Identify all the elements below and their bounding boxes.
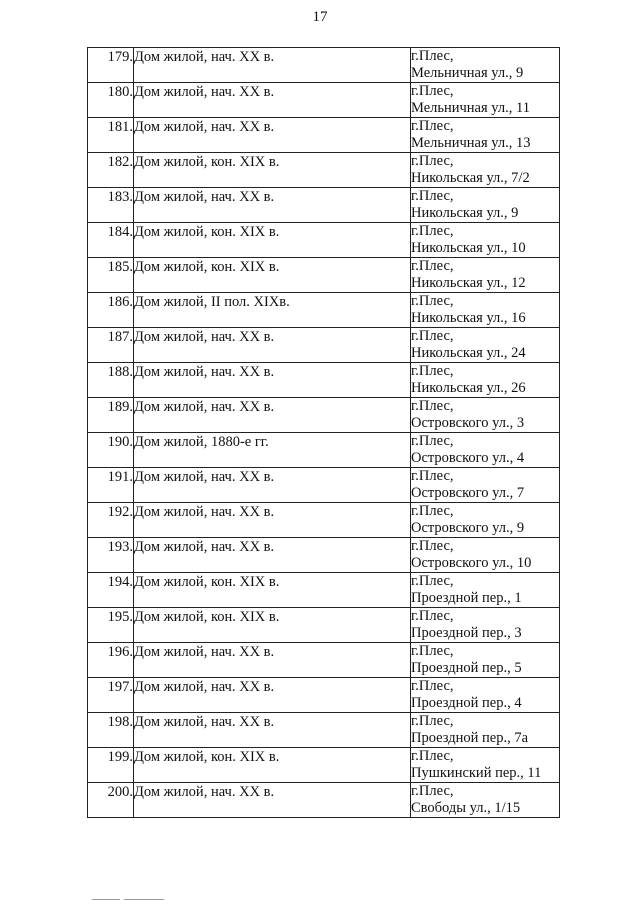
row-number-cell — [88, 678, 134, 713]
address-street: Островского ул., 3 — [411, 415, 525, 431]
address-street: Мельничная ул., 11 — [411, 100, 530, 116]
table-row — [88, 433, 560, 468]
address-street: Никольская ул., 7/2 — [411, 170, 530, 186]
object-name-cell — [134, 83, 411, 118]
row-number-cell — [88, 468, 134, 503]
object-name: Дом жилой, нач. XX в. — [134, 714, 275, 730]
object-name: Дом жилой, кон. XIX в. — [134, 574, 280, 590]
row-number: 183. — [107, 189, 133, 205]
address-street: Мельничная ул., 13 — [411, 135, 531, 151]
page-number: 17 — [312, 9, 328, 25]
row-number-cell — [88, 748, 134, 783]
address-city: г.Плес, — [411, 398, 454, 414]
object-name-cell — [134, 223, 411, 258]
table-row — [88, 678, 560, 713]
address-street: Островского ул., 10 — [411, 555, 532, 571]
table-row — [88, 538, 560, 573]
object-name-cell — [134, 258, 411, 293]
address-city: г.Плес, — [411, 153, 454, 169]
row-number-cell — [88, 433, 134, 468]
address-street: Никольская ул., 16 — [411, 310, 526, 326]
object-name: Дом жилой, нач. XX в. — [134, 504, 275, 520]
address-cell — [411, 363, 560, 398]
address-cell — [411, 188, 560, 223]
object-name: Дом жилой, кон. XIX в. — [134, 609, 280, 625]
object-name-cell — [134, 293, 411, 328]
table-row — [88, 363, 560, 398]
address-street: Свободы ул., 1/15 — [411, 800, 521, 816]
row-number: 196. — [107, 644, 133, 660]
row-number: 185. — [107, 259, 133, 275]
object-name: Дом жилой, нач. XX в. — [134, 469, 275, 485]
object-name-cell — [134, 538, 411, 573]
row-number-cell — [88, 363, 134, 398]
address-city: г.Плес, — [411, 328, 454, 344]
object-name: Дом жилой, кон. XIX в. — [134, 259, 280, 275]
row-number-cell — [88, 643, 134, 678]
row-number: 192. — [107, 504, 133, 520]
table-row — [88, 293, 560, 328]
row-number: 198. — [107, 714, 133, 730]
object-name: Дом жилой, 1880-е гг. — [134, 434, 269, 450]
row-number: 193. — [107, 539, 133, 555]
table-row — [88, 573, 560, 608]
object-name-cell — [134, 328, 411, 363]
table-row — [88, 713, 560, 748]
object-name: Дом жилой, нач. XX в. — [134, 49, 275, 65]
address-city: г.Плес, — [411, 223, 454, 239]
object-name-cell — [134, 433, 411, 468]
object-name: Дом жилой, нач. XX в. — [134, 364, 275, 380]
address-cell — [411, 328, 560, 363]
table-row — [88, 783, 560, 818]
table-row — [88, 468, 560, 503]
address-city: г.Плес, — [411, 48, 454, 64]
row-number: 194. — [107, 574, 133, 590]
object-name-cell — [134, 573, 411, 608]
row-number-cell — [88, 223, 134, 258]
address-city: г.Плес, — [411, 363, 454, 379]
object-name: Дом жилой, II пол. XIXв. — [134, 294, 290, 310]
table-row — [88, 748, 560, 783]
address-city: г.Плес, — [411, 573, 454, 589]
address-city: г.Плес, — [411, 783, 454, 799]
object-name-cell — [134, 48, 411, 83]
table-row — [88, 118, 560, 153]
address-cell — [411, 398, 560, 433]
object-name: Дом жилой, нач. XX в. — [134, 84, 275, 100]
object-name-cell — [134, 608, 411, 643]
address-street: Никольская ул., 26 — [411, 380, 526, 396]
table-body — [88, 48, 560, 818]
object-name: Дом жилой, нач. XX в. — [134, 784, 275, 800]
row-number: 191. — [107, 469, 133, 485]
row-number-cell — [88, 713, 134, 748]
address-street: Никольская ул., 12 — [411, 275, 526, 291]
address-street: Никольская ул., 10 — [411, 240, 526, 256]
object-name-cell — [134, 643, 411, 678]
row-number-cell — [88, 503, 134, 538]
address-cell — [411, 83, 560, 118]
address-cell — [411, 608, 560, 643]
address-city: г.Плес, — [411, 678, 454, 694]
address-street: Мельничная ул., 9 — [411, 65, 524, 81]
row-number: 187. — [107, 329, 133, 345]
row-number-cell — [88, 783, 134, 818]
address-cell — [411, 433, 560, 468]
address-city: г.Плес, — [411, 748, 454, 764]
address-cell — [411, 223, 560, 258]
object-name: Дом жилой, кон. XIX в. — [134, 154, 280, 170]
table-row — [88, 188, 560, 223]
object-name: Дом жилой, нач. XX в. — [134, 329, 275, 345]
row-number-cell — [88, 258, 134, 293]
row-number-cell — [88, 328, 134, 363]
address-city: г.Плес, — [411, 503, 454, 519]
object-name-cell — [134, 503, 411, 538]
table-row — [88, 153, 560, 188]
address-cell — [411, 153, 560, 188]
address-street: Островского ул., 9 — [411, 520, 525, 536]
address-cell — [411, 258, 560, 293]
object-name: Дом жилой, нач. XX в. — [134, 119, 275, 135]
address-street: Проездной пер., 4 — [411, 695, 522, 711]
row-number: 199. — [107, 749, 133, 765]
address-street: Проездной пер., 7а — [411, 730, 529, 746]
object-name-cell — [134, 713, 411, 748]
address-cell — [411, 503, 560, 538]
table-row — [88, 223, 560, 258]
address-street: Проездной пер., 3 — [411, 625, 522, 641]
row-number: 182. — [107, 154, 133, 170]
row-number: 186. — [107, 294, 133, 310]
object-name: Дом жилой, нач. XX в. — [134, 539, 275, 555]
row-number-cell — [88, 573, 134, 608]
address-city: г.Плес, — [411, 643, 454, 659]
address-street: Проездной пер., 5 — [411, 660, 522, 676]
address-cell — [411, 643, 560, 678]
row-number: 189. — [107, 399, 133, 415]
object-name: Дом жилой, нач. XX в. — [134, 679, 275, 695]
object-name: Дом жилой, нач. XX в. — [134, 399, 275, 415]
address-city: г.Плес, — [411, 188, 454, 204]
address-cell — [411, 48, 560, 83]
object-name-cell — [134, 188, 411, 223]
row-number-cell — [88, 48, 134, 83]
address-cell — [411, 713, 560, 748]
address-city: г.Плес, — [411, 293, 454, 309]
object-name-cell — [134, 398, 411, 433]
object-name-cell — [134, 678, 411, 713]
address-street: Пушкинский пер., 11 — [411, 765, 542, 781]
table-row — [88, 643, 560, 678]
address-cell — [411, 573, 560, 608]
table-row — [88, 83, 560, 118]
address-street: Никольская ул., 24 — [411, 345, 526, 361]
scan-artifact-line — [92, 899, 120, 900]
row-number: 190. — [107, 434, 133, 450]
row-number: 179. — [107, 49, 133, 65]
table-row — [88, 398, 560, 433]
address-cell — [411, 468, 560, 503]
address-city: г.Плес, — [411, 118, 454, 134]
address-cell — [411, 293, 560, 328]
row-number: 195. — [107, 609, 133, 625]
address-city: г.Плес, — [411, 433, 454, 449]
row-number-cell — [88, 188, 134, 223]
object-name-cell — [134, 153, 411, 188]
row-number-cell — [88, 608, 134, 643]
address-city: г.Плес, — [411, 713, 454, 729]
address-cell — [411, 783, 560, 818]
address-cell — [411, 538, 560, 573]
object-name: Дом жилой, кон. XIX в. — [134, 749, 280, 765]
row-number: 180. — [107, 84, 133, 100]
row-number: 181. — [107, 119, 133, 135]
address-cell — [411, 678, 560, 713]
table-row — [88, 48, 560, 83]
object-name: Дом жилой, нач. XX в. — [134, 644, 275, 660]
address-cell — [411, 748, 560, 783]
row-number-cell — [88, 398, 134, 433]
scan-artifact-line — [124, 899, 164, 900]
row-number-cell — [88, 83, 134, 118]
object-name: Дом жилой, нач. XX в. — [134, 189, 275, 205]
row-number: 188. — [107, 364, 133, 380]
address-street: Островского ул., 4 — [411, 450, 525, 466]
table-row — [88, 328, 560, 363]
object-name-cell — [134, 783, 411, 818]
address-street: Никольская ул., 9 — [411, 205, 519, 221]
table-row — [88, 258, 560, 293]
row-number: 184. — [107, 224, 133, 240]
object-name-cell — [134, 748, 411, 783]
row-number-cell — [88, 118, 134, 153]
table-row — [88, 503, 560, 538]
table-row — [88, 608, 560, 643]
row-number: 200. — [107, 784, 133, 800]
row-number-cell — [88, 293, 134, 328]
object-name-cell — [134, 118, 411, 153]
object-name-cell — [134, 468, 411, 503]
address-street: Проездной пер., 1 — [411, 590, 522, 606]
object-name-cell — [134, 363, 411, 398]
monuments-table — [87, 47, 560, 818]
address-city: г.Плес, — [411, 538, 454, 554]
row-number-cell — [88, 153, 134, 188]
address-street: Островского ул., 7 — [411, 485, 525, 501]
address-city: г.Плес, — [411, 608, 454, 624]
object-name: Дом жилой, кон. XIX в. — [134, 224, 280, 240]
row-number-cell — [88, 538, 134, 573]
row-number: 197. — [107, 679, 133, 695]
address-city: г.Плес, — [411, 83, 454, 99]
address-city: г.Плес, — [411, 258, 454, 274]
address-cell — [411, 118, 560, 153]
address-city: г.Плес, — [411, 468, 454, 484]
